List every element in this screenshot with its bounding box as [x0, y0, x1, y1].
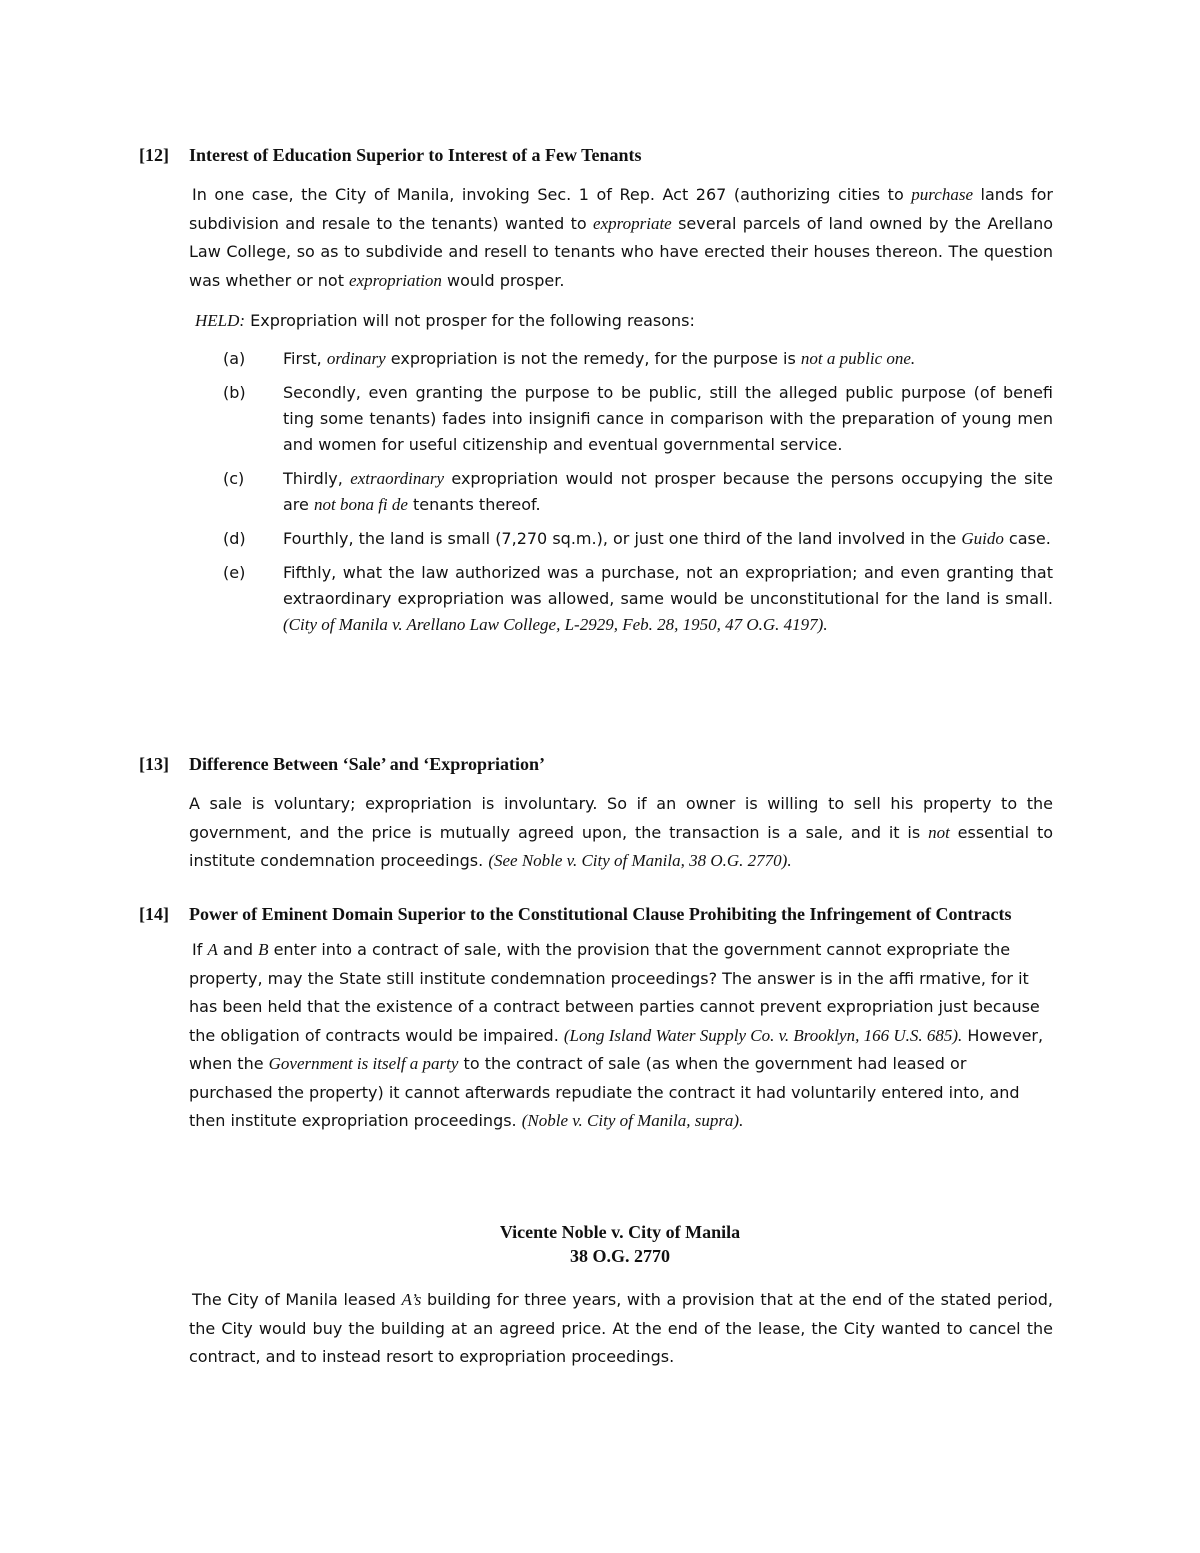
- section-12: [139, 141, 1053, 646]
- list-item: (c) Thirdly, extraordinary expropriation would not prosper because the persons occupying the site are not bona fi de tenants thereof.: [223, 468, 1053, 514]
- list-item: (e) Fifthly, what the law authorized was a purchase, not an expropriation; and even granting that extraordinary expropriation was allowed, same would be unconstitutional for the land is small. (City of Manila v. Arellano Law College, L-2929, Feb. 28, 1950, 47 O.G. 4197).: [223, 562, 1053, 634]
- section-number: [12]: [139, 145, 169, 165]
- section-14: [139, 900, 1053, 1136]
- case-citation: 38 O.G. 2770: [569, 1246, 670, 1266]
- list-item: (d) Fourthly, the land is small (7,270 sq.m.), or just one third of the land involved in the Guido case.: [223, 528, 1051, 548]
- case-section: [139, 1286, 1053, 1372]
- section-number: [14]: [139, 904, 169, 924]
- case-paragraph: The City of Manila leased A’s building for three years, with a provision that at the end of the stated period, the City would buy the building at an agreed price. At the end of the lease, the City wanted to cancel the contract, and to instead resort to expropriation proceedings.: [189, 1290, 1053, 1366]
- section-title: Difference Between ‘Sale’ and ‘Expropriation’: [189, 754, 545, 774]
- section-13: [139, 750, 1053, 876]
- case-title: Vicente Noble v. City of Manila: [499, 1222, 741, 1242]
- section-12-heading: [139, 141, 1053, 169]
- held-paragraph: HELD: Expropriation will not prosper for the following reasons:: [195, 311, 695, 330]
- section-title: Power of Eminent Domain Superior to the Constitutional Clause Prohibiting the Infringement of Contracts: [189, 904, 1012, 924]
- case-heading: [85, 1220, 1155, 1268]
- section-12-paragraph: In one case, the City of Manila, invoking Sec. 1 of Rep. Act 267 (authorizing cities to purchase lands for subdivision and resale to the tenants) wanted to expropriate several parcels of land owned by the Arellano Law College, so as to subdivide and resell to tenants who have erected their houses thereon. The question was whether or not expropriation would prosper.: [189, 185, 1054, 290]
- section-14-heading: [139, 900, 1053, 928]
- reasons-list: [139, 346, 1053, 638]
- section-14-paragraph: If A and B enter into a contract of sale, with the provision that the government cannot expropriate the property, may the State still institute condemnation proceedings? The answer is in the affi rmative, for it has been held that the existence of a contract between parties cannot prevent expropriation just because the obligation of contracts would be impaired. (Long Island Water Supply Co. v. Brooklyn, 166 U.S. 685). However, when the Government is itself a party to the contract of sale (as when the government had leased or purchased the property) it cannot afterwards repudiate the contract it had voluntarily entered into, and then institute expropriation proceedings. (Noble v. City of Manila, supra).: [189, 940, 1044, 1130]
- section-13-heading: [139, 750, 1053, 778]
- section-title: Interest of Education Superior to Interest of a Few Tenants: [189, 145, 642, 165]
- section-number: [13]: [139, 754, 169, 774]
- list-item: (a) First, ordinary expropriation is not the remedy, for the purpose is not a public one.: [223, 348, 916, 368]
- list-item: (b) Secondly, even granting the purpose to be public, still the alleged public purpose (of benefi ting some tenants) fades into insignifi cance in comparison with the preparation of young men and women for useful citizenship and eventual governmental service.: [223, 382, 1053, 454]
- section-13-paragraph: A sale is voluntary; expropriation is involuntary. So if an owner is willing to sell his property to the government, and the price is mutually agreed upon, the transaction is a sale, and it is not essential to institute condemnation proceedings. (See Noble v. City of Manila, 38 O.G. 2770).: [189, 794, 1054, 870]
